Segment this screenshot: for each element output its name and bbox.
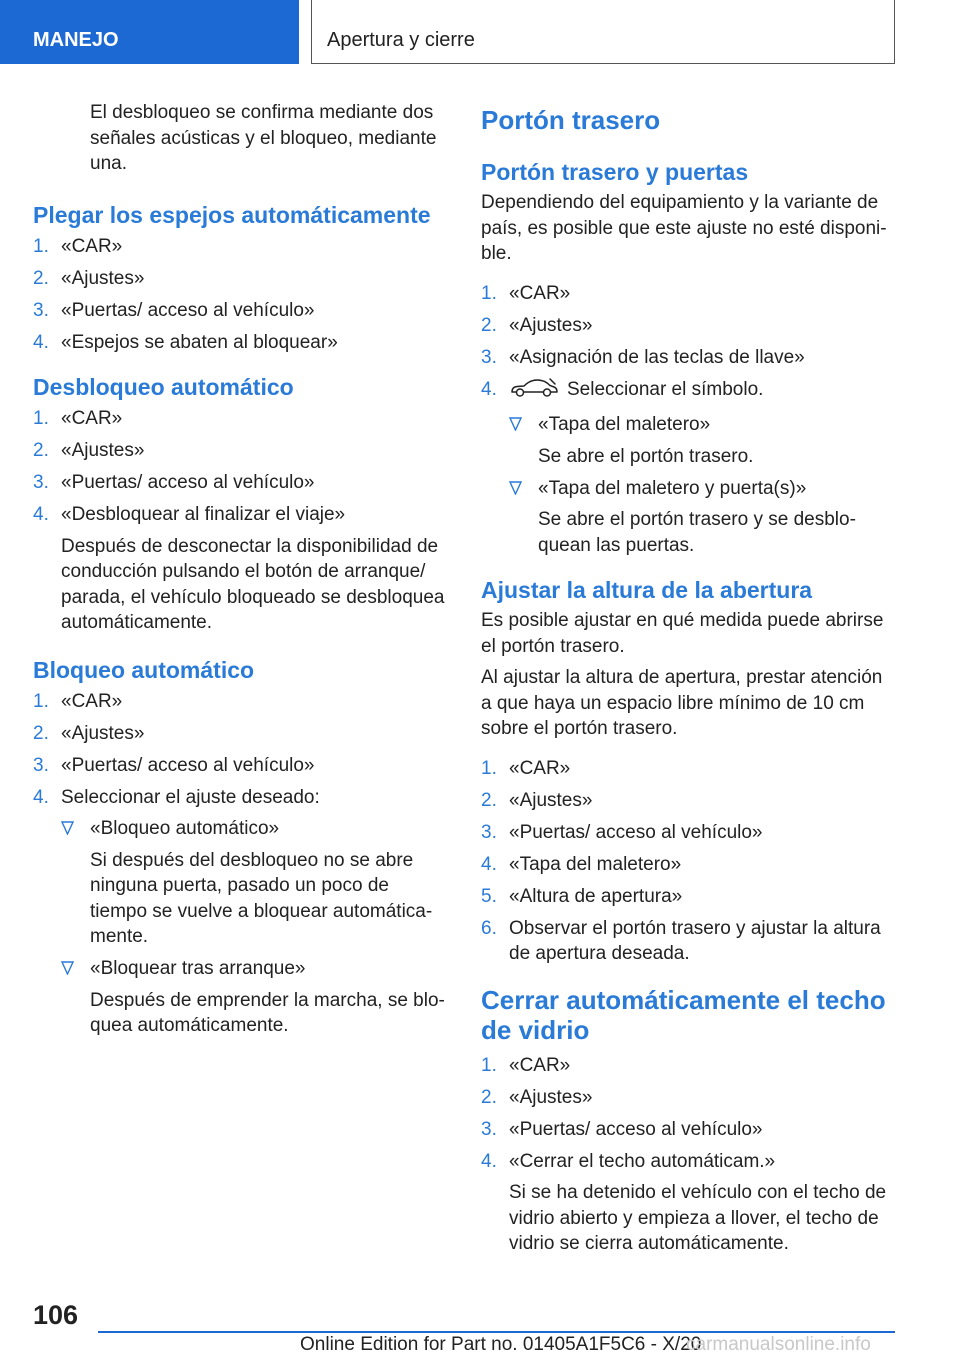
step-description: Después de desconectar la disponibilidad de conducción pulsando el botón de arranque/ parada, el vehículo bloqueado se desbloquea automáticamente. <box>61 535 445 633</box>
option-item: «Bloquear tras arranque» Después de emprender la marcha, se bloquea automáticamente. <box>61 956 448 1039</box>
list-item: 3. «Puertas/ acceso al vehículo» <box>481 1118 763 1140</box>
list-item: 2. «Ajustes» <box>481 789 593 811</box>
tailgate-steps <box>481 281 896 559</box>
auto-unlock-steps <box>33 406 448 636</box>
option-item: «Tapa del maletero y puerta(s)» Se abre el portón trasero y se desbloquean las puertas. <box>509 476 896 559</box>
section-heading-tailgate-doors: Portón trasero y puertas <box>481 159 749 185</box>
list-item: 1. «CAR» <box>481 757 571 779</box>
page-header <box>0 0 960 66</box>
list-item: 2. «Ajustes» <box>481 314 593 336</box>
tailgate-options <box>509 412 896 558</box>
option-description: Si después del desbloqueo no se abre ninguna puerta, pasado un poco de tiempo se vuelve a bloquear automáticamente. <box>90 849 433 947</box>
triangle-bullet-icon <box>509 481 522 495</box>
chapter-title: Apertura y cierre <box>311 0 895 64</box>
footer-divider <box>98 1331 895 1333</box>
section-heading-fold-mirrors: Plegar los espejos automáticamente <box>33 201 431 228</box>
car-key-icon <box>509 377 559 407</box>
option-description: Después de emprender la marcha, se bloquea automáticamente. <box>90 989 445 1036</box>
option-item: «Bloqueo automático» Si después del desbloqueo no se abre ninguna puerta, pasado un poco de tiempo se vuelve a bloquear automáticamente. <box>61 816 448 950</box>
list-item: 4. «Cerrar el techo automáticam.» Si se ha detenido el vehículo con el techo de vidrio abierto y empieza a llover, el techo de vidrio se cierra automáticamente. <box>481 1149 896 1257</box>
triangle-bullet-icon <box>509 417 522 431</box>
main-heading-tailgate: Portón trasero <box>481 105 661 135</box>
section-heading-glass-roof: Cerrar automáticamente el techo de vidrio <box>481 984 886 1045</box>
list-item: 1. «CAR» <box>33 235 123 257</box>
list-item: 1. «CAR» <box>33 690 123 712</box>
list-item: 2. «Ajustes» <box>33 440 145 461</box>
list-item: 4. «Espejos se abaten al bloquear» <box>33 331 338 353</box>
list-item: 4. Seleccionar el ajuste deseado: «Bloqueo automático» Si después del desbloqueo no se abre ninguna puerta, pasado un poco de tiempo se vuelve a bloquear automáticamente. «Bloquear tras arranque» Después de emprender la marcha, se bloquea automáticamente. <box>33 785 448 1039</box>
list-item: 5. «Altura de apertura» <box>481 885 683 907</box>
list-item: 3. «Puertas/ acceso al vehículo» <box>481 821 763 843</box>
list-item: 2. «Ajustes» <box>33 722 145 744</box>
opening-height-steps <box>481 756 896 967</box>
list-item: 1. «CAR» <box>481 1054 571 1076</box>
list-item: 4. Seleccionar el símbolo. «Tapa del maletero» Se abre el portón trasero. «Tapa del maletero y puerta(s)» Se abre el portón trasero y se desbloquean las puertas. <box>481 377 896 559</box>
section-heading-auto-lock: Bloqueo automático <box>33 656 255 683</box>
left-column <box>33 100 448 1045</box>
unlock-confirmation-text: El desbloqueo se confirma mediante dos señales acústicas y el bloqueo, mediante una. <box>90 102 437 174</box>
auto-lock-options <box>61 816 448 1039</box>
list-item: 6. Observar el portón trasero y ajustar la altura de apertura deseada. <box>481 917 881 964</box>
section-heading-opening-height: Ajustar la altura de la abertura <box>481 577 813 603</box>
list-item: 2. «Ajustes» <box>481 1086 593 1108</box>
page-number: 106 <box>33 1300 79 1330</box>
list-item: 3. «Puertas/ acceso al vehículo» <box>33 299 315 321</box>
list-item: 1. «CAR» <box>481 282 571 304</box>
list-item: 2. «Ajustes» <box>33 267 145 289</box>
right-column <box>481 100 896 1263</box>
list-item: 3. «Asignación de las teclas de llave» <box>481 346 805 368</box>
option-item: «Tapa del maletero» Se abre el portón trasero. <box>509 412 896 469</box>
list-item: 3. «Puertas/ acceso al vehículo» <box>33 472 315 493</box>
auto-lock-steps <box>33 689 448 1039</box>
opening-height-text-2: Al ajustar la altura de apertura, prestar atención a que haya un espacio libre mínimo de 10 cm sobre el portón trasero. <box>481 667 883 739</box>
opening-height-text-1: Es posible ajustar en qué medida puede abrirse el portón trasero. <box>481 610 884 657</box>
section-tab: MANEJO <box>0 0 299 64</box>
list-item: 1. «CAR» <box>33 408 123 429</box>
list-item: 4. «Desbloquear al finalizar el viaje» Después de desconectar la disponibilidad de conducción pulsando el botón de arranque/ parada, el vehículo bloqueado se desbloquea automáticamente. <box>33 502 448 636</box>
edition-text: Online Edition for Part no. 01405A1F5C6 - X/20 <box>300 1334 702 1355</box>
watermark-text: carmanualsonline.info <box>686 1334 871 1355</box>
tailgate-intro: Dependiendo del equipamiento y la variante de país, es posible que este ajuste no esté disponible. <box>481 192 887 264</box>
option-description: Se abre el portón trasero. <box>538 445 754 467</box>
step-description: Si se ha detenido el vehículo con el techo de vidrio abierto y empieza a llover, el techo de vidrio se cierra automáticamente. <box>509 1182 887 1254</box>
section-heading-auto-unlock: Desbloqueo automático <box>33 374 294 400</box>
list-item: 4. «Tapa del maletero» <box>481 853 682 875</box>
triangle-bullet-icon <box>61 961 74 975</box>
triangle-bullet-icon <box>61 821 74 835</box>
list-item: 3. «Puertas/ acceso al vehículo» <box>33 754 315 776</box>
glass-roof-steps <box>481 1053 896 1257</box>
option-description: Se abre el portón trasero y se desbloquean las puertas. <box>538 509 856 556</box>
fold-mirrors-steps <box>33 234 448 356</box>
